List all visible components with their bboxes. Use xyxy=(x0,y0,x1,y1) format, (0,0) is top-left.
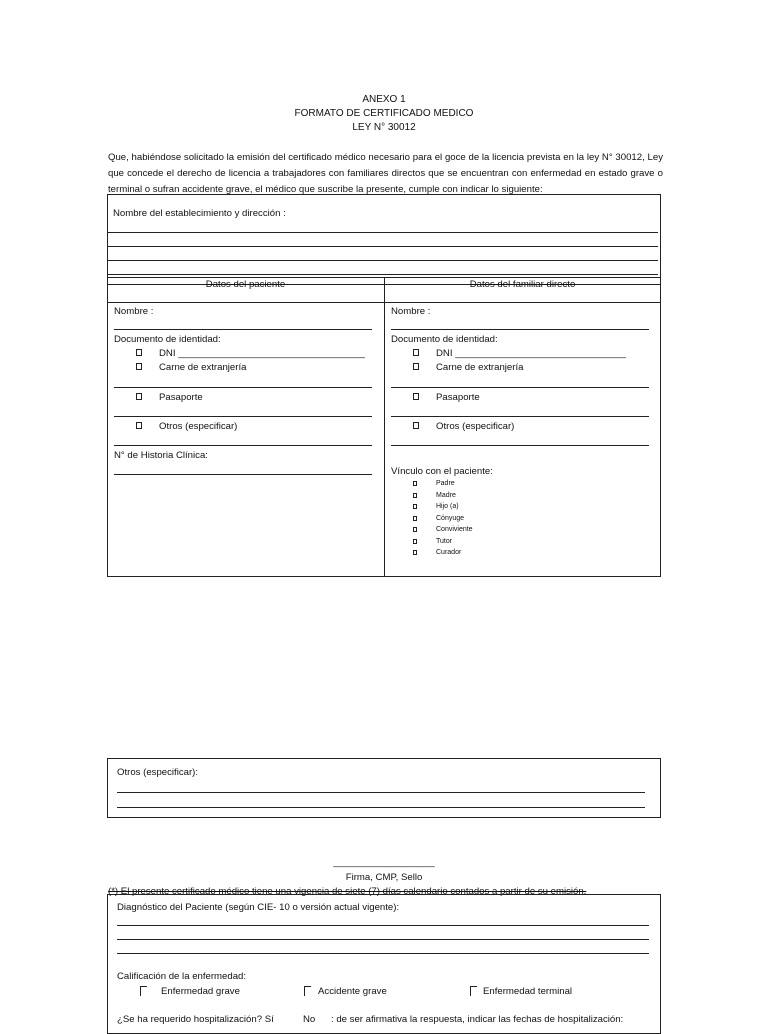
patient-otros-line[interactable] xyxy=(114,445,372,446)
other-label: Otros (especificar): xyxy=(117,767,199,778)
other-line-2[interactable] xyxy=(117,807,645,808)
relation-madre-label: Madre xyxy=(436,492,456,499)
family-pasaporte-line[interactable] xyxy=(391,416,649,417)
family-carne-checkbox[interactable] xyxy=(413,363,419,370)
patient-pasaporte-checkbox[interactable] xyxy=(136,393,142,400)
relation-conyuge-checkbox[interactable] xyxy=(413,516,417,521)
relation-hijo-checkbox[interactable] xyxy=(413,504,417,509)
terminal-illness-label: Enfermedad terminal xyxy=(483,986,573,997)
terminal-illness-checkbox[interactable] xyxy=(470,986,477,996)
relation-hijo-label: Hijo (a) xyxy=(436,503,459,510)
establishment-line-1[interactable] xyxy=(108,232,658,233)
grave-illness-checkbox[interactable] xyxy=(140,986,147,996)
family-dni-checkbox[interactable] xyxy=(413,349,419,356)
family-carne-line[interactable] xyxy=(391,387,649,388)
grave-accident-checkbox[interactable] xyxy=(304,986,311,996)
hospitalization-dates: : de ser afirmativa la respuesta, indicar las fechas de hospitalización: xyxy=(331,1014,624,1025)
intro-paragraph: Que, habiéndose solicitado la emisión del certificado médico necesario para el goce de la licencia prevista en la ley N° 30012, Ley que concede el derecho de licencia a trabajadores con familiares directos que se encuentran con enfermedad en estado grave o terminal o sufran accidente grave, el médico que suscribe la presente, cumple con indicar lo siguiente: xyxy=(108,152,663,195)
qualification-label: Calificación de la enfermedad: xyxy=(117,971,247,982)
grave-accident-label: Accidente grave xyxy=(318,986,387,997)
law-title: LEY N° 30012 xyxy=(352,122,416,133)
patient-name-line[interactable] xyxy=(114,329,372,330)
family-dni-label: DNI ________________________________ xyxy=(436,348,626,359)
patient-id-label: Documento de identidad: xyxy=(114,334,221,345)
validity-note: (*) El presente certificado médico tiene una vigencia de siete (7) días calendario contados a partir de su emisión. xyxy=(108,886,587,897)
relation-padre-label: Padre xyxy=(436,480,455,487)
patient-history-line[interactable] xyxy=(114,474,372,475)
grave-illness-label: Enfermedad grave xyxy=(161,986,240,997)
patient-name-label: Nombre : xyxy=(114,306,154,317)
establishment-line-4[interactable] xyxy=(108,274,658,275)
relation-tutor-label: Tutor xyxy=(436,538,453,545)
family-relation-label: Vínculo con el paciente: xyxy=(391,466,493,477)
patient-otros-checkbox[interactable] xyxy=(136,422,142,429)
family-carne-label: Carne de extranjería xyxy=(436,362,524,373)
patient-dni-checkbox[interactable] xyxy=(136,349,142,356)
patient-pasaporte-label: Pasaporte xyxy=(159,392,203,403)
relation-conviviente-label: Conviviente xyxy=(436,526,473,533)
establishment-line-3[interactable] xyxy=(108,260,658,261)
family-id-label: Documento de identidad: xyxy=(391,334,498,345)
hospitalization-no: No xyxy=(303,1014,316,1025)
patient-pasaporte-line[interactable] xyxy=(114,416,372,417)
patient-carne-label: Carne de extranjería xyxy=(159,362,247,373)
family-name-line[interactable] xyxy=(391,329,649,330)
patient-carne-checkbox[interactable] xyxy=(136,363,142,370)
table-divider xyxy=(384,277,385,577)
table-header-divider xyxy=(107,302,661,303)
diagnosis-label: Diagnóstico del Paciente (según CIE- 10 o versión actual vigente): xyxy=(117,902,400,913)
family-otros-label: Otros (especificar) xyxy=(436,421,515,432)
patient-header: Datos del paciente xyxy=(205,279,286,290)
patient-carne-line[interactable] xyxy=(114,387,372,388)
diagnosis-line-2[interactable] xyxy=(117,939,649,940)
other-line-1[interactable] xyxy=(117,792,645,793)
diagnosis-box xyxy=(107,894,661,1034)
relation-tutor-checkbox[interactable] xyxy=(413,539,417,544)
form-title: FORMATO DE CERTIFICADO MEDICO xyxy=(294,108,474,119)
annex-title: ANEXO 1 xyxy=(362,94,406,105)
diagnosis-line-1[interactable] xyxy=(117,925,649,926)
family-pasaporte-checkbox[interactable] xyxy=(413,393,419,400)
relation-curador-checkbox[interactable] xyxy=(413,550,417,555)
diagnosis-line-3[interactable] xyxy=(117,953,649,954)
family-otros-checkbox[interactable] xyxy=(413,422,419,429)
relation-madre-checkbox[interactable] xyxy=(413,493,417,498)
relation-curador-label: Curador xyxy=(436,549,462,556)
patient-history-label: N° de Historia Clínica: xyxy=(114,450,208,461)
family-pasaporte-label: Pasaporte xyxy=(436,392,480,403)
establishment-line-2[interactable] xyxy=(108,246,658,247)
family-name-label: Nombre : xyxy=(391,306,431,317)
family-otros-line[interactable] xyxy=(391,445,649,446)
relation-padre-checkbox[interactable] xyxy=(413,481,417,486)
relation-conyuge-label: Cónyuge xyxy=(436,515,465,522)
patient-dni-label: DNI ___________________________________ xyxy=(159,348,365,359)
patient-otros-label: Otros (especificar) xyxy=(159,421,238,432)
establishment-label: Nombre del establecimiento y dirección : xyxy=(113,208,286,219)
family-header: Datos del familiar directo xyxy=(469,279,576,290)
signature-line[interactable]: ___________________ xyxy=(333,857,435,868)
relation-conviviente-checkbox[interactable] xyxy=(413,527,417,532)
signature-label: Firma, CMP, Sello xyxy=(345,872,423,883)
hospitalization-question: ¿Se ha requerido hospitalización? Sí xyxy=(117,1014,274,1025)
